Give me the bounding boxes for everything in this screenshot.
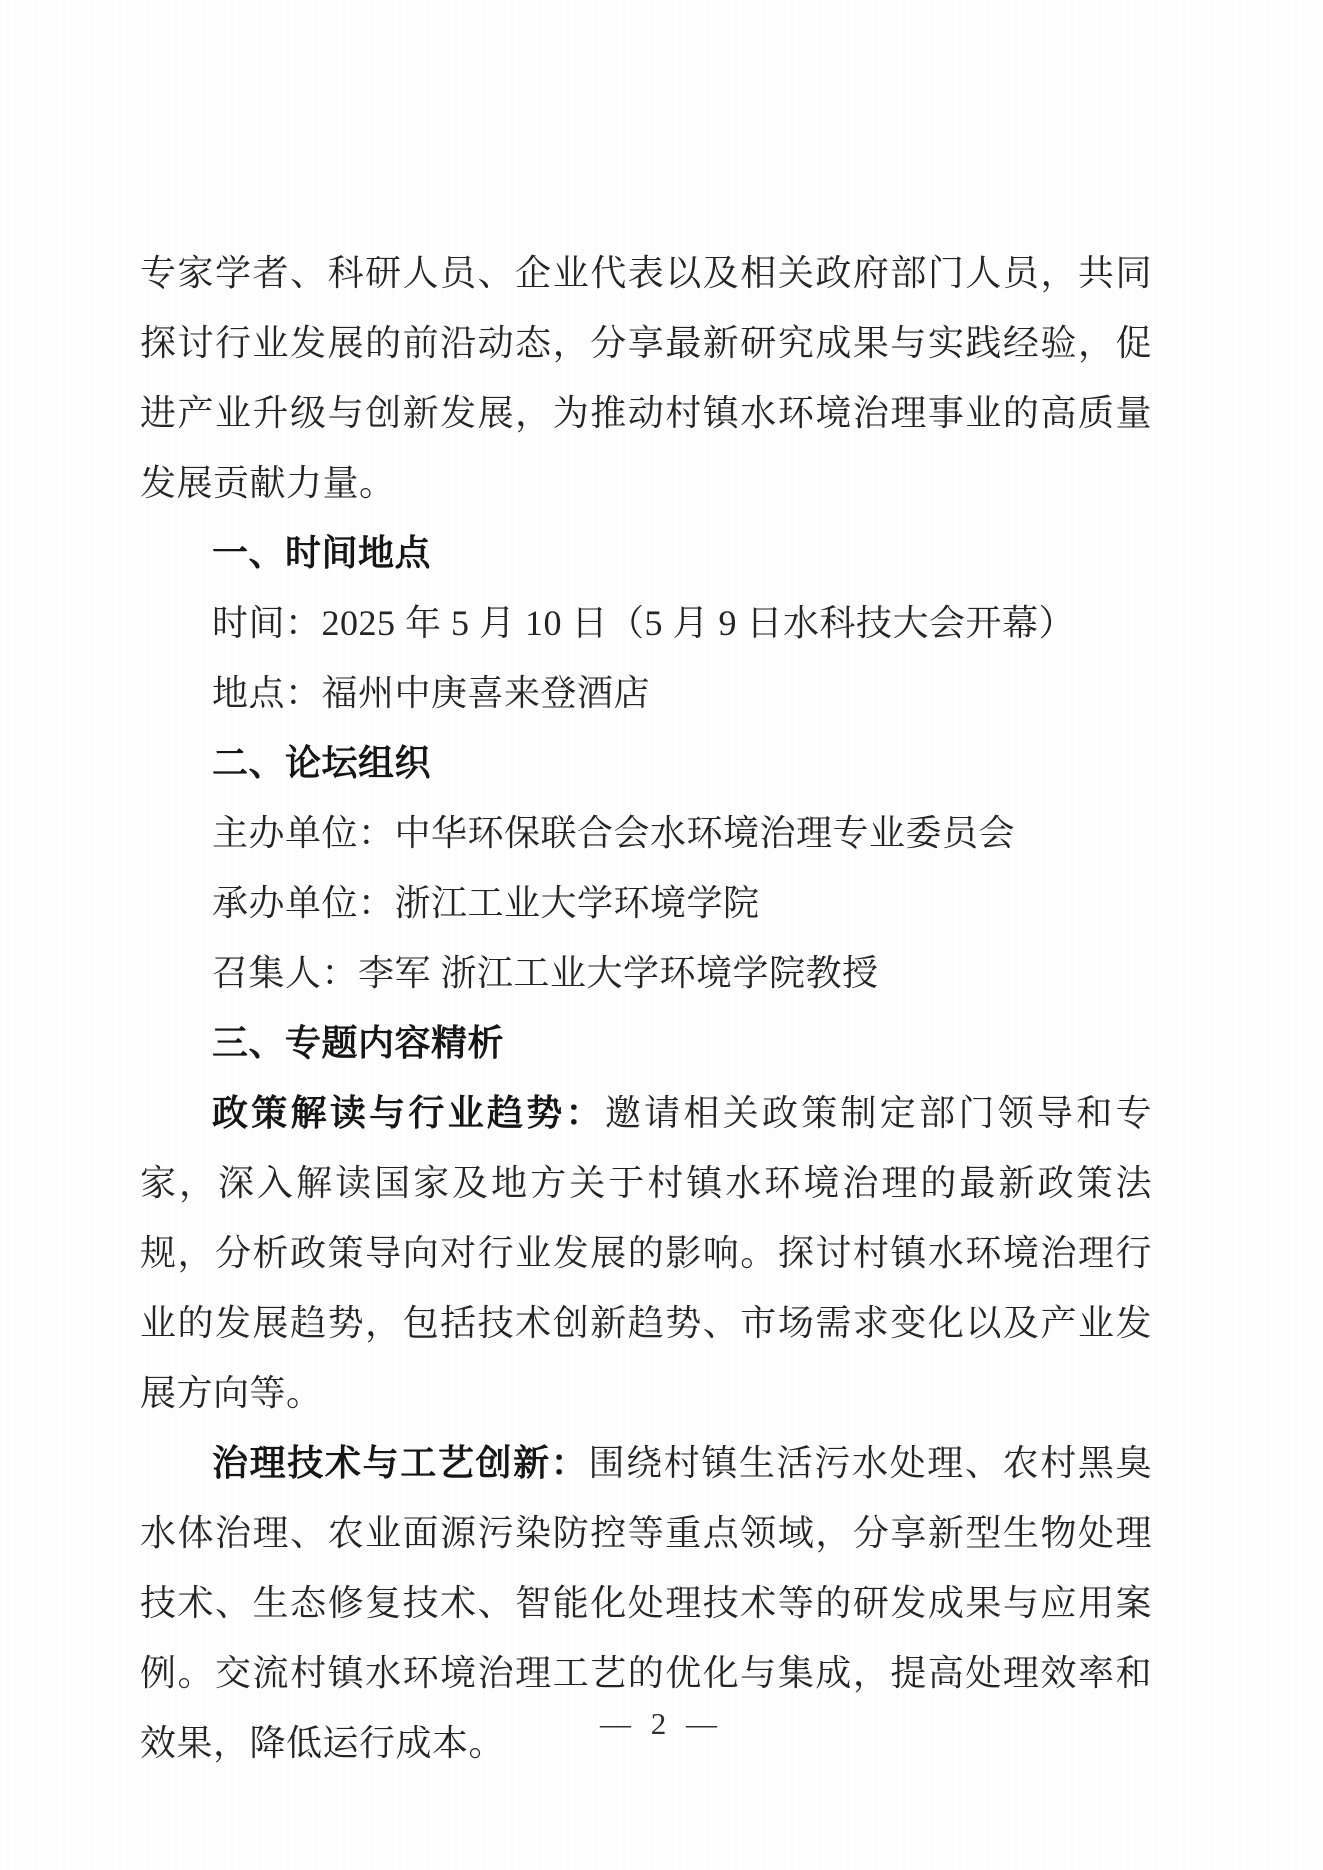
page-number: — 2 — — [600, 1706, 723, 1741]
organizer-unit-line: 承办单位：浙江工业大学环境学院 — [212, 883, 760, 923]
section-heading-forum-organization: 二、论坛组织 — [212, 743, 432, 783]
location-line: 地点：福州中庚喜来登酒店 — [212, 673, 651, 713]
intro-paragraph: 专家学者、科研人员、企业代表以及相关政府部门人员，共同探讨行业发展的前沿动态，分享最新研究成果与实践经验，促进产业升级与创新发展，为推动村镇水环境治理事业的高质量发展贡献力量。 — [140, 253, 1152, 503]
topic-body-technology: 围绕村镇生活污水处理、农村黑臭水体治理、农业面源污染防控等重点领域，分享新型生物处理技术、生态修复技术、智能化处理技术等的研发成果与应用案例。交流村镇水环境治理工艺的优化与集成，提高处理效率和效果，降低运行成本。 — [140, 1443, 1152, 1763]
time-line: 时间：2025 年 5 月 10 日（5 月 9 日水科技大会开幕） — [212, 603, 1076, 643]
host-unit-line: 主办单位：中华环保联合会水环境治理专业委员会 — [212, 813, 1016, 853]
section-heading-time-location: 一、时间地点 — [212, 533, 432, 573]
convener-line: 召集人：李军 浙江工业大学环境学院教授 — [212, 953, 879, 993]
topic-lead-policy: 政策解读与行业趋势： — [212, 1093, 605, 1133]
topic-lead-technology: 治理技术与工艺创新： — [212, 1443, 589, 1483]
section-heading-topic-content: 三、专题内容精析 — [212, 1023, 505, 1063]
page-footer — [0, 1698, 1323, 1750]
topic-body-policy: 邀请相关政策制定部门领导和专家，深入解读国家及地方关于村镇水环境治理的最新政策法规，分析政策导向对行业发展的影响。探讨村镇水环境治理行业的发展趋势，包括技术创新趋势、市场需求变化以及产业发展方向等。 — [140, 1093, 1152, 1413]
topic-paragraph-policy — [140, 1078, 1152, 1428]
document-body — [140, 238, 1152, 1778]
